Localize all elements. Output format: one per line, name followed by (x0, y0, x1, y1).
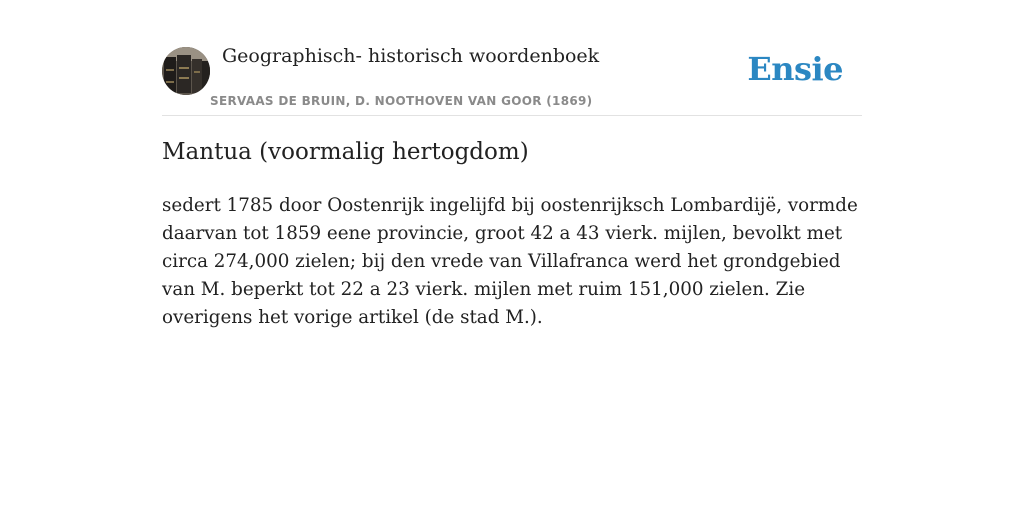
book-spines-icon (162, 47, 210, 95)
entry-definition: sedert 1785 door Oostenrijk ingelijfd bij oostenrijksch Lombardijë, vormde daarvan tot 1859 eene provincie, groot 42 a 43 vierk. mijlen, bevolkt met circa 274,000 zielen; bij den vrede van Villafranca werd het grondgebied van M. beperkt tot 22 a 23 vierk. mijlen met ruim 151,000 zielen. Zie overigens het vorige artikel (de stad M.). (162, 195, 858, 328)
ensie-logo-link[interactable]: Ensie (747, 50, 843, 88)
dictionary-title[interactable]: Geographisch- historisch woordenboek (222, 45, 600, 67)
dictionary-avatar[interactable] (162, 47, 210, 95)
entry-title: Mantua (voormalig hertogdom) (162, 139, 529, 165)
dictionary-header (162, 40, 862, 116)
dictionary-author: SERVAAS DE BRUIN, D. NOOTHOVEN VAN GOOR (1869) (210, 94, 593, 108)
